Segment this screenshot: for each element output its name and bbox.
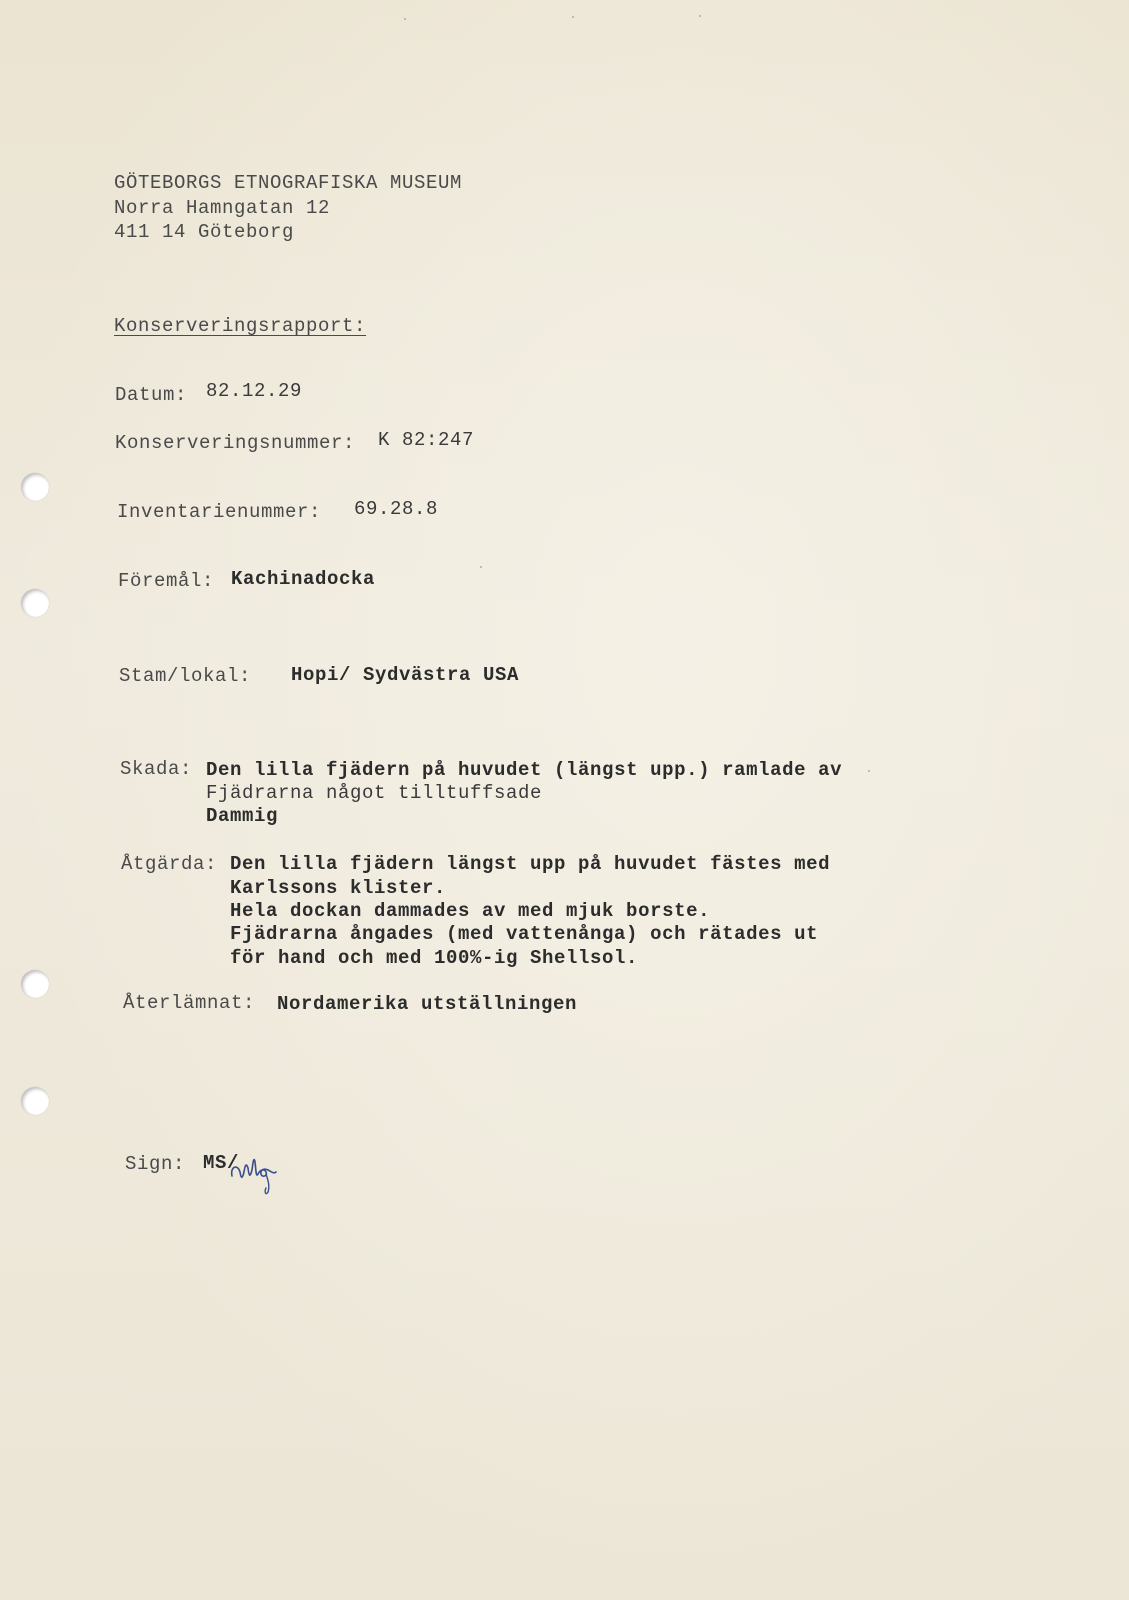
binder-hole bbox=[21, 589, 49, 617]
aterlamnat-label: Återlämnat: bbox=[123, 992, 256, 1014]
stam-lokal-label: Stam/lokal: bbox=[119, 665, 252, 687]
city-address: 411 14 Göteborg bbox=[114, 221, 295, 243]
inventarienummer-label: Inventarienummer: bbox=[117, 501, 322, 523]
atgarda-line: Hela dockan dammades av med mjuk borste. bbox=[230, 900, 711, 922]
aterlamnat-value: Nordamerika utställningen bbox=[277, 993, 578, 1015]
report-title: Konserveringsrapport: bbox=[114, 315, 367, 337]
binder-hole bbox=[21, 1087, 49, 1115]
atgarda-label: Åtgärda: bbox=[121, 853, 218, 875]
binder-hole bbox=[21, 473, 49, 501]
konserveringsnummer-label: Konserveringsnummer: bbox=[115, 432, 356, 454]
skada-label: Skada: bbox=[120, 758, 193, 780]
sign-label: Sign: bbox=[125, 1153, 186, 1175]
datum-value: 82.12.29 bbox=[206, 380, 303, 402]
konserveringsnummer-value: K 82:247 bbox=[378, 429, 475, 451]
atgarda-line: Karlssons klister. bbox=[230, 877, 447, 899]
street-address: Norra Hamngatan 12 bbox=[114, 197, 331, 219]
atgarda-line: Fjädrarna ångades (med vattenånga) och rätades ut bbox=[230, 923, 819, 945]
atgarda-line: Den lilla fjädern längst upp på huvudet fästes med bbox=[230, 853, 831, 875]
skada-line: Fjädrarna något tilltuffsade bbox=[206, 782, 543, 804]
institution-name: GÖTEBORGS ETNOGRAFISKA MUSEUM bbox=[114, 172, 463, 194]
inventarienummer-value: 69.28.8 bbox=[354, 498, 439, 520]
foremal-label: Föremål: bbox=[118, 570, 215, 592]
sign-value: MS/ bbox=[203, 1152, 240, 1174]
atgarda-line: för hand och med 100%-ig Shellsol. bbox=[230, 947, 639, 969]
foremal-value: Kachinadocka bbox=[231, 568, 376, 590]
binder-hole bbox=[21, 970, 49, 998]
skada-line: Den lilla fjädern på huvudet (längst upp.) ramlade av bbox=[206, 759, 843, 781]
skada-line: Dammig bbox=[206, 805, 279, 827]
stam-lokal-value: Hopi/ Sydvästra USA bbox=[291, 664, 520, 686]
datum-label: Datum: bbox=[115, 384, 188, 406]
handwritten-signature bbox=[228, 1148, 288, 1198]
